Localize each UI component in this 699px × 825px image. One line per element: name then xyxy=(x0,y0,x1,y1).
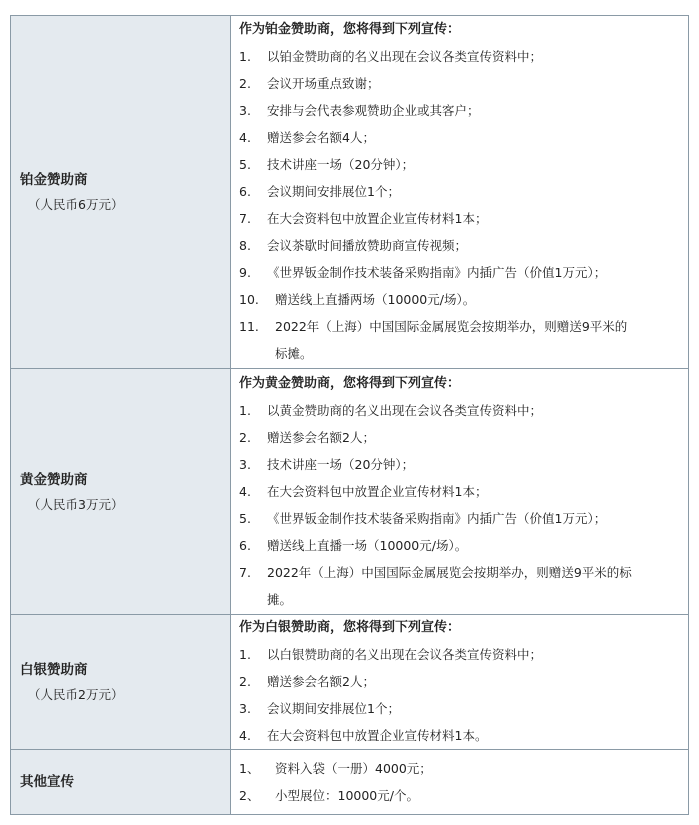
list-item xyxy=(237,124,682,151)
item-text: 2022年（上海）中国国际金属展览会按期举办，则赠送9平米的标 xyxy=(267,564,632,580)
item-number: 7. xyxy=(239,211,251,226)
item-text: 小型展位：10000元/个。 xyxy=(275,788,419,803)
item-number: 4. xyxy=(239,483,251,499)
item-number: 11. xyxy=(239,319,259,334)
item-text: 在大会资料包中放置企业宣传材料1本； xyxy=(267,483,488,499)
list-item xyxy=(237,232,682,259)
tier-name: 黄金赞助商 xyxy=(20,471,88,488)
list-item xyxy=(237,70,682,97)
item-number: 2. xyxy=(239,429,251,445)
item-number: 8. xyxy=(239,238,251,253)
item-number: 5. xyxy=(239,157,251,172)
list-item xyxy=(237,782,682,809)
benefits-cell xyxy=(231,750,689,815)
list-item xyxy=(237,668,682,695)
item-text: 在大会资料包中放置企业宣传材料1本。 xyxy=(267,728,488,743)
list-item xyxy=(237,151,682,178)
item-text-continued: 摊。 xyxy=(267,591,293,607)
list-item xyxy=(237,397,682,424)
item-text-continued: 标摊。 xyxy=(275,346,313,361)
tier-cell xyxy=(11,16,231,369)
list-item xyxy=(237,205,682,232)
list-item xyxy=(237,424,682,451)
item-number: 10. xyxy=(239,292,259,307)
item-text: 以铂金赞助商的名义出现在会议各类宣传资料中； xyxy=(267,49,543,64)
list-item xyxy=(237,559,682,613)
item-text: 以白银赞助商的名义出现在会议各类宣传资料中； xyxy=(267,647,543,662)
tier-row-silver xyxy=(11,615,689,750)
tier-name: 白银赞助商 xyxy=(20,662,88,678)
item-text: 会议茶歇时间播放赞助商宣传视频； xyxy=(267,238,468,253)
item-number: 1. xyxy=(239,49,251,64)
item-number: 5. xyxy=(239,510,251,526)
benefits-heading: 作为铂金赞助商，您将得到下列宣传： xyxy=(239,22,461,37)
item-text: 会议期间安排展位1个； xyxy=(267,184,400,199)
item-text: 2022年（上海）中国国际金属展览会按期举办，则赠送9平米的 xyxy=(275,319,628,334)
item-number: 1. xyxy=(239,402,251,418)
item-text: 赠送线上直播两场（10000元/场）。 xyxy=(275,292,476,307)
list-item xyxy=(237,286,682,313)
item-number: 9. xyxy=(239,265,251,280)
list-item xyxy=(237,451,682,478)
item-number: 6. xyxy=(239,184,251,199)
item-number: 3. xyxy=(239,103,251,118)
item-text: 技术讲座一场（20分钟）； xyxy=(267,157,415,172)
item-number: 1、 xyxy=(239,761,260,776)
tier-price: （人民币3万元） xyxy=(28,496,124,512)
benefits-heading: 作为黄金赞助商，您将得到下列宣传： xyxy=(239,375,461,391)
list-item xyxy=(237,313,682,367)
sponsorship-table xyxy=(10,15,689,815)
tier-row-platinum xyxy=(11,16,689,369)
benefits-cell xyxy=(231,369,689,615)
tier-price: （人民币6万元） xyxy=(28,197,124,212)
item-number: 4. xyxy=(239,728,251,743)
list-item xyxy=(237,532,682,559)
other-row xyxy=(11,750,689,815)
item-number: 2、 xyxy=(239,788,260,803)
list-item xyxy=(237,178,682,205)
tier-row-gold xyxy=(11,369,689,615)
list-item xyxy=(237,259,682,286)
item-number: 2. xyxy=(239,674,251,689)
item-text: 赠送参会名额2人； xyxy=(267,429,375,445)
item-text: 《世界钣金制作技术装备采购指南》内插广告（价值1万元）； xyxy=(267,510,607,526)
item-number: 3. xyxy=(239,701,251,716)
item-number: 7. xyxy=(239,564,251,580)
tier-price: （人民币2万元） xyxy=(28,687,124,702)
item-text: 会议期间安排展位1个； xyxy=(267,701,400,716)
benefits-cell xyxy=(231,16,689,369)
item-number: 3. xyxy=(239,456,251,472)
benefits-heading: 作为白银赞助商，您将得到下列宣传： xyxy=(239,620,461,635)
list-item xyxy=(237,641,682,668)
item-number: 1. xyxy=(239,647,251,662)
list-item xyxy=(237,505,682,532)
item-text: 赠送线上直播一场（10000元/场）。 xyxy=(267,537,468,553)
item-text: 会议开场重点致谢； xyxy=(267,76,380,91)
tier-cell xyxy=(11,750,231,815)
item-text: 以黄金赞助商的名义出现在会议各类宣传资料中； xyxy=(267,402,543,418)
item-text: 《世界钣金制作技术装备采购指南》内插广告（价值1万元）； xyxy=(267,265,607,280)
item-text: 赠送参会名额4人； xyxy=(267,130,375,145)
list-item xyxy=(237,43,682,70)
item-text: 安排与会代表参观赞助企业或其客户； xyxy=(267,103,480,118)
item-text: 赠送参会名额2人； xyxy=(267,674,375,689)
item-number: 6. xyxy=(239,537,251,553)
item-text: 资料入袋（一册）4000元； xyxy=(275,761,432,776)
list-item xyxy=(237,695,682,722)
item-text: 在大会资料包中放置企业宣传材料1本； xyxy=(267,211,488,226)
list-item xyxy=(237,97,682,124)
tier-name: 其他宣传 xyxy=(20,774,74,790)
tier-cell xyxy=(11,615,231,750)
list-item xyxy=(237,755,682,782)
item-number: 4. xyxy=(239,130,251,145)
tier-cell xyxy=(11,369,231,615)
item-text: 技术讲座一场（20分钟）； xyxy=(267,456,415,472)
item-number: 2. xyxy=(239,76,251,91)
list-item xyxy=(237,722,682,749)
benefits-cell xyxy=(231,615,689,750)
tier-name: 铂金赞助商 xyxy=(20,172,88,188)
list-item xyxy=(237,478,682,505)
